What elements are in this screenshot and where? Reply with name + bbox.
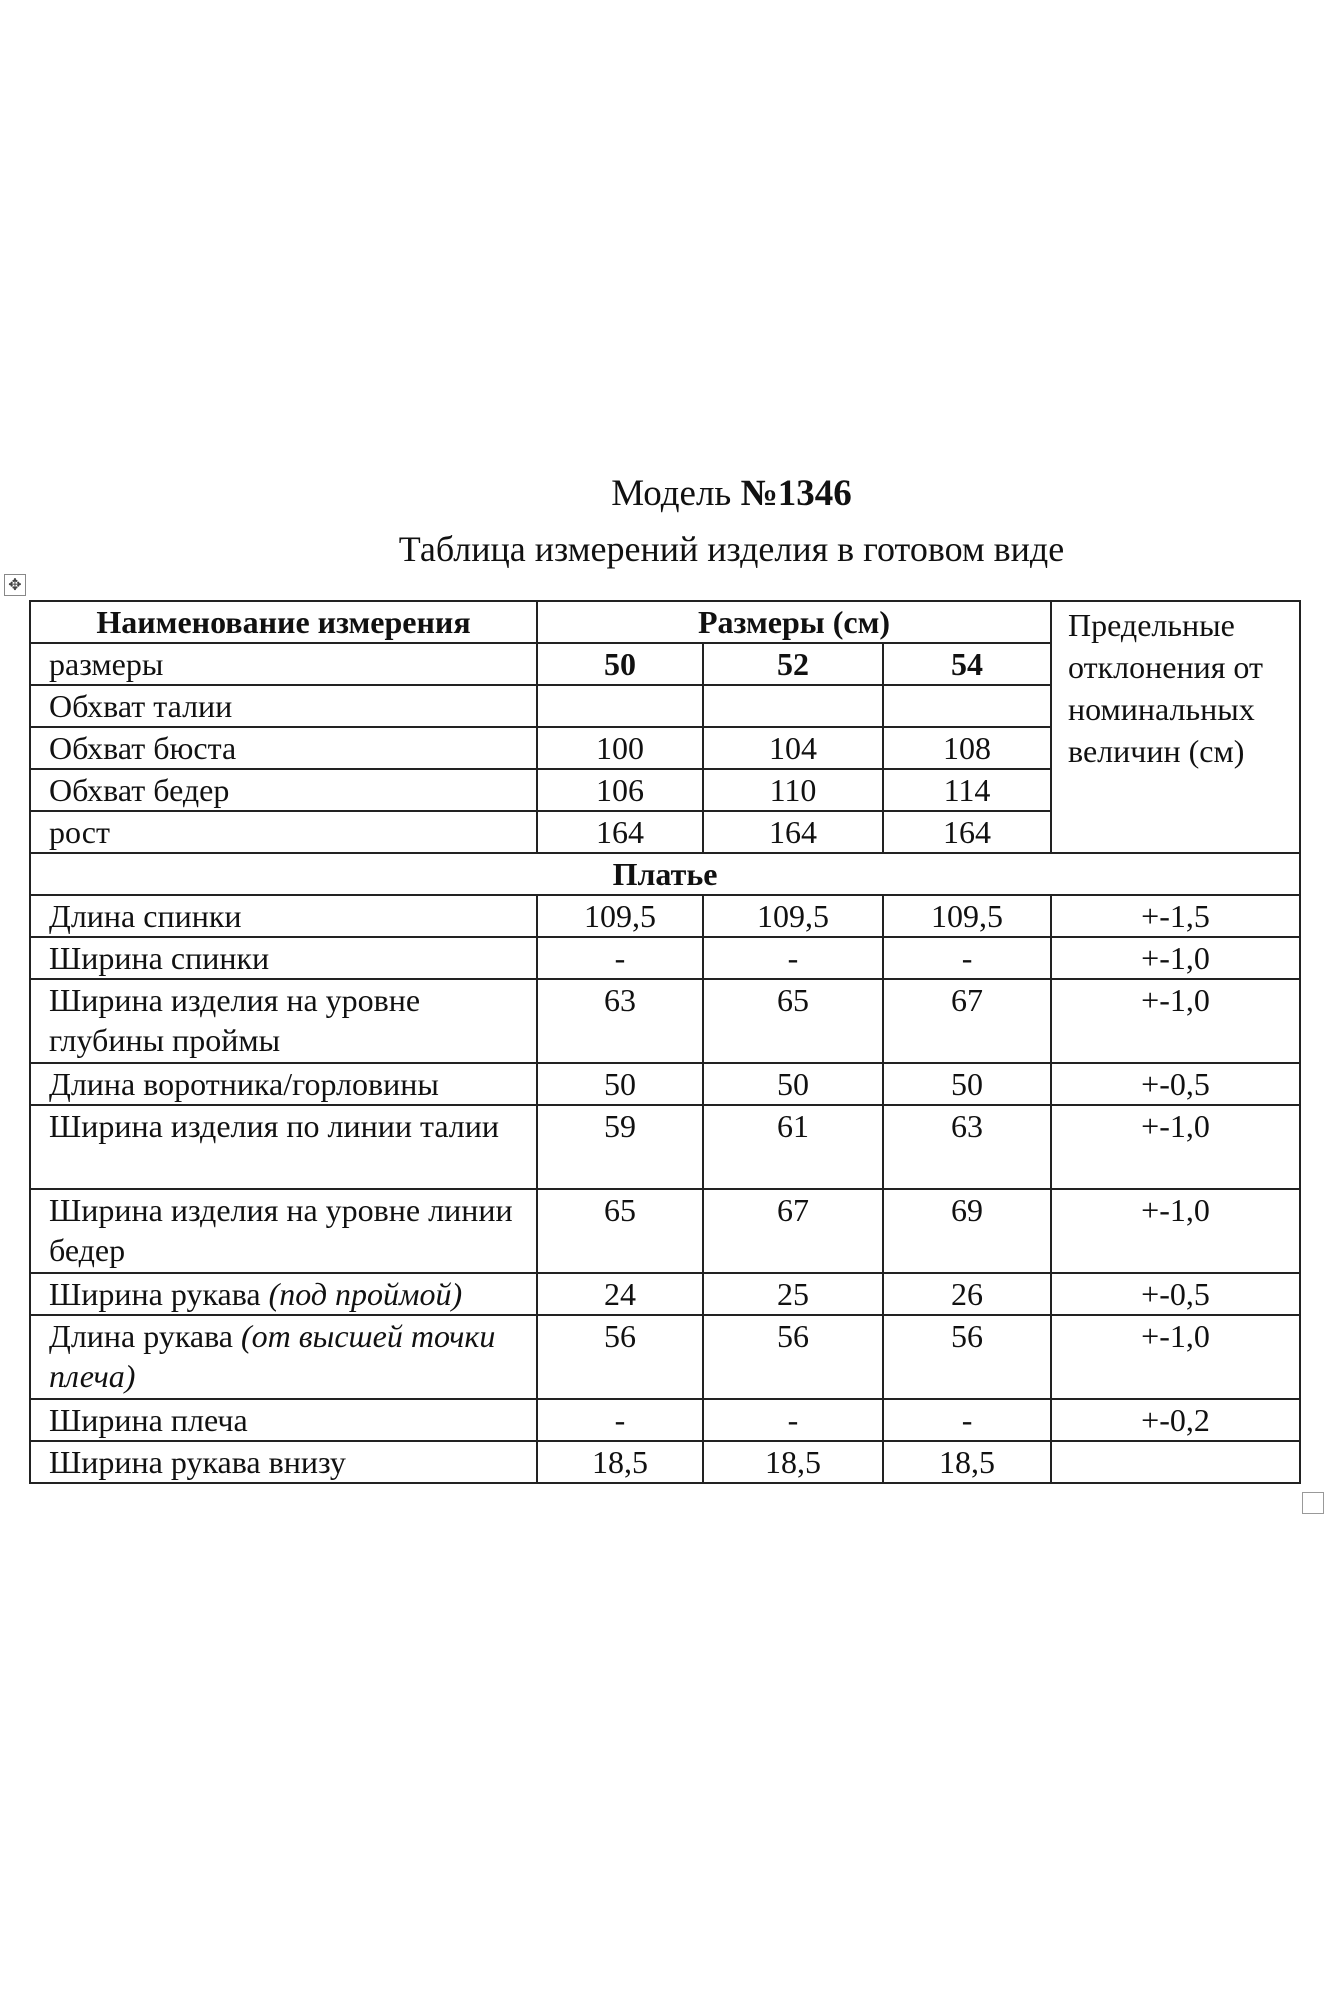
row-value: -	[883, 937, 1051, 979]
row-tolerance: +-1,0	[1051, 979, 1300, 1063]
table-row	[30, 1063, 1300, 1105]
section-row	[30, 853, 1300, 895]
measurements-table	[29, 600, 1301, 1484]
row-note: (от высшей точки плеча)	[49, 1318, 496, 1394]
table-resize-handle-icon[interactable]	[1302, 1492, 1324, 1514]
header-name: Наименование измерения	[30, 601, 537, 643]
row-name: Длина спинки	[30, 895, 537, 937]
row-value: 24	[537, 1273, 703, 1315]
row-value: 65	[537, 1189, 703, 1273]
table-row	[30, 937, 1300, 979]
row-value: -	[883, 1399, 1051, 1441]
table-row	[30, 1189, 1300, 1273]
table-row	[30, 895, 1300, 937]
row-value: -	[537, 1399, 703, 1441]
model-number: №1346	[740, 473, 852, 514]
row-value: 65	[703, 979, 883, 1063]
page-title	[0, 470, 1333, 518]
row-tolerance: +-1,0	[1051, 1189, 1300, 1273]
row-value: 56	[883, 1315, 1051, 1399]
row-value: -	[703, 1399, 883, 1441]
row-value: 50	[703, 1063, 883, 1105]
row-value: 69	[883, 1189, 1051, 1273]
row-value: 104	[703, 727, 883, 769]
row-value: 50	[883, 1063, 1051, 1105]
table-row	[30, 1105, 1300, 1189]
row-tolerance: +-1,0	[1051, 1315, 1300, 1399]
row-name: Ширина изделия по линии талии	[30, 1105, 537, 1189]
row-value: 63	[883, 1105, 1051, 1189]
row-value: 109,5	[537, 895, 703, 937]
row-value	[883, 685, 1051, 727]
row-value: 18,5	[883, 1441, 1051, 1483]
row-name: Обхват талии	[30, 685, 537, 727]
row-value: 67	[883, 979, 1051, 1063]
row-tolerance: +-0,5	[1051, 1273, 1300, 1315]
row-value: 61	[703, 1105, 883, 1189]
row-value: 56	[537, 1315, 703, 1399]
row-name: Ширина рукава внизу	[30, 1441, 537, 1483]
table-row	[30, 1441, 1300, 1483]
row-value	[703, 685, 883, 727]
row-value: 108	[883, 727, 1051, 769]
row-name: Ширина рукава (под проймой)	[30, 1273, 537, 1315]
sizes-label: размеры	[30, 643, 537, 685]
header-tolerance: Предельные отклонения от номинальных величин (см)	[1051, 601, 1300, 853]
row-value: 63	[537, 979, 703, 1063]
row-tolerance: +-0,5	[1051, 1063, 1300, 1105]
row-tolerance	[1051, 1441, 1300, 1483]
size-52: 52	[703, 643, 883, 685]
row-name: Обхват бюста	[30, 727, 537, 769]
table-header-row	[30, 601, 1300, 643]
row-value: 164	[703, 811, 883, 853]
row-note: (под проймой)	[268, 1276, 463, 1312]
page-subtitle: Таблица измерений изделия в готовом виде	[398, 529, 1065, 569]
row-value: 26	[883, 1273, 1051, 1315]
row-value: 109,5	[703, 895, 883, 937]
row-value: 50	[537, 1063, 703, 1105]
row-value: 164	[883, 811, 1051, 853]
row-value: 59	[537, 1105, 703, 1189]
row-value: -	[537, 937, 703, 979]
row-value: 100	[537, 727, 703, 769]
row-tolerance: +-1,5	[1051, 895, 1300, 937]
row-value: 110	[703, 769, 883, 811]
table-row	[30, 979, 1300, 1063]
table-move-handle-icon[interactable]: ✥	[4, 574, 26, 596]
table-row	[30, 1273, 1300, 1315]
table-row	[30, 1399, 1300, 1441]
row-value: -	[703, 937, 883, 979]
row-name: Длина воротника/горловины	[30, 1063, 537, 1105]
row-value: 18,5	[537, 1441, 703, 1483]
row-value	[537, 685, 703, 727]
size-54: 54	[883, 643, 1051, 685]
model-prefix: Модель	[611, 473, 732, 514]
table-row	[30, 1315, 1300, 1399]
row-value: 106	[537, 769, 703, 811]
row-name: Ширина плеча	[30, 1399, 537, 1441]
row-name: Ширина изделия на уровне глубины проймы	[30, 979, 537, 1063]
header-sizes: Размеры (см)	[537, 601, 1051, 643]
row-name: Длина рукава (от высшей точки плеча)	[30, 1315, 537, 1399]
row-value: 56	[703, 1315, 883, 1399]
row-value: 109,5	[883, 895, 1051, 937]
row-name: Обхват бедер	[30, 769, 537, 811]
row-value: 18,5	[703, 1441, 883, 1483]
row-name: Ширина спинки	[30, 937, 537, 979]
row-tolerance: +-0,2	[1051, 1399, 1300, 1441]
row-name: рост	[30, 811, 537, 853]
row-value: 114	[883, 769, 1051, 811]
section-title: Платье	[30, 853, 1300, 895]
row-value: 25	[703, 1273, 883, 1315]
row-value: 67	[703, 1189, 883, 1273]
row-value: 164	[537, 811, 703, 853]
row-tolerance: +-1,0	[1051, 937, 1300, 979]
size-50: 50	[537, 643, 703, 685]
row-name: Ширина изделия на уровне линии бедер	[30, 1189, 537, 1273]
row-tolerance: +-1,0	[1051, 1105, 1300, 1189]
